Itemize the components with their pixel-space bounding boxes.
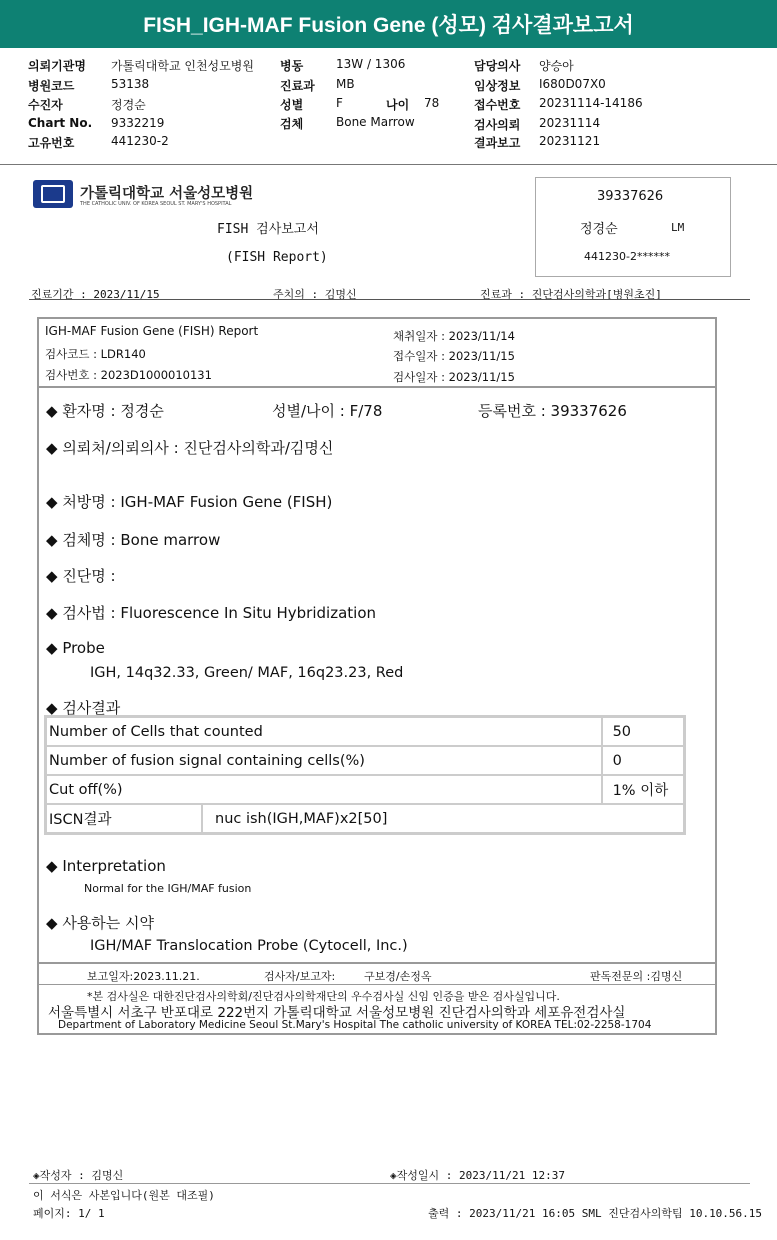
- report-footer-divider-2: [38, 984, 716, 985]
- copy-note: 이 서식은 사본입니다(원본 대조필): [33, 1189, 215, 1202]
- hospital-name: 가톨릭대학교 서울성모병원: [80, 186, 254, 202]
- reagent-heading: [46, 912, 154, 933]
- value-request-date: 20231114: [539, 116, 601, 130]
- diagnosis-text: 진단명 :: [62, 567, 116, 585]
- diamond-bullet-icon: ◆: [46, 493, 63, 511]
- registration-no: 등록번호 : 39337626: [478, 402, 627, 420]
- label-sex: 성별: [280, 98, 304, 112]
- id-box-masked-id: 441230-2******: [584, 250, 670, 263]
- probe-heading: [46, 639, 105, 657]
- hospital-logo-icon: [33, 180, 73, 208]
- test-date: 검사일자 : 2023/11/15: [393, 370, 515, 384]
- result-label-cell: Number of fusion signal containing cells(%): [46, 746, 602, 775]
- label-ward: 병동: [280, 59, 304, 73]
- result-value-cell: 0: [602, 746, 685, 775]
- result-label: 검사결과: [62, 699, 121, 717]
- label-age: 나이: [386, 98, 410, 112]
- iscn-label-cell: ISCN결과: [46, 804, 203, 834]
- diamond-bullet-icon: ◆: [46, 639, 63, 657]
- value-department: MB: [336, 77, 355, 91]
- id-box-name: 정경순: [580, 222, 618, 237]
- diamond-bullet-icon: ◆: [46, 439, 63, 457]
- report-header-title: IGH-MAF Fusion Gene (FISH) Report: [45, 324, 259, 338]
- diamond-bullet-icon: ◆: [46, 699, 63, 717]
- page-footer-divider: [29, 1183, 750, 1184]
- value-chart-no: 9332219: [111, 116, 165, 130]
- written-at: ◈작성일시 : 2023/11/21 12:37: [390, 1169, 565, 1182]
- visit-date: 진료기간 : 2023/11/15: [31, 288, 160, 301]
- interpretation-value: Normal for the IGH/MAF fusion: [84, 882, 252, 895]
- attending-doctor: 주치의 : 김명신: [273, 288, 357, 301]
- report-date: 보고일자:2023.11.21.: [87, 970, 200, 983]
- test-method: [46, 602, 376, 623]
- label-institution: 의뢰기관명: [28, 59, 86, 73]
- requester-text: 의뢰처/의뢰의사 : 진단검사의학과/김명신: [62, 439, 334, 457]
- diamond-bullet-icon: ◆: [46, 531, 63, 549]
- result-value-cell: 1% 이하: [602, 775, 685, 804]
- table-row: [46, 775, 685, 804]
- label-department: 진료과: [280, 79, 315, 93]
- value-institution: 가톨릭대학교 인천성모병원: [111, 59, 254, 73]
- probe-label: Probe: [62, 639, 105, 657]
- label-doctor: 담당의사: [474, 59, 521, 73]
- diamond-bullet-icon: ◆: [46, 857, 63, 875]
- reagent-label: 사용하는 시약: [62, 914, 155, 932]
- id-box-reg-no: 39337626: [597, 189, 664, 204]
- label-chart-no: Chart No.: [28, 116, 93, 130]
- table-row: [46, 746, 685, 775]
- order-name: [46, 491, 332, 512]
- printed-info: 출력 : 2023/11/21 16:05 SML 진단검사의학팀 10.10.56.15: [428, 1207, 763, 1220]
- diamond-bullet-icon: ◆: [46, 914, 63, 932]
- test-number: 검사번호 : 2023D1000010131: [45, 368, 212, 382]
- diamond-bullet-icon: ◆: [46, 567, 63, 585]
- table-row: [46, 717, 685, 747]
- report-title-en: (FISH Report): [226, 250, 328, 265]
- diamond-bullet-icon: ◆: [46, 402, 63, 420]
- value-result-date: 20231121: [539, 134, 601, 148]
- id-box-code: LM: [671, 221, 685, 234]
- label-clinical-info: 임상정보: [474, 79, 521, 93]
- sex-age: 성별/나이 : F/78: [272, 402, 383, 420]
- value-ward: 13W / 1306: [336, 57, 406, 71]
- page-title: FISH_IGH-MAF Fusion Gene (성모) 검사결과보고서: [0, 0, 777, 48]
- interpretation-heading: [46, 857, 166, 875]
- visit-divider: [29, 299, 750, 300]
- label-specimen: 검체: [280, 117, 304, 131]
- table-row: [46, 804, 685, 834]
- result-value-cell: 50: [602, 717, 685, 747]
- diagnosis: [46, 565, 116, 586]
- lab-address-en: Department of Laboratory Medicine Seoul St.Mary's Hospital The catholic university of KOREA TEL:02-2258-1704: [58, 1019, 652, 1031]
- patient-name: [46, 400, 164, 421]
- label-result-date: 결과보고: [474, 136, 521, 150]
- order-name-text: 처방명 : IGH-MAF Fusion Gene (FISH): [62, 493, 333, 511]
- label-unique-no: 고유번호: [28, 136, 75, 150]
- results-table: [44, 715, 686, 835]
- specimen-name: [46, 529, 220, 550]
- specimen-name-text: 검체명 : Bone marrow: [62, 531, 221, 549]
- value-sex: F: [336, 96, 343, 110]
- value-patient: 정경순: [111, 98, 146, 112]
- collect-date: 채취일자 : 2023/11/14: [393, 329, 515, 343]
- report-title: FISH 검사보고서: [217, 222, 319, 237]
- reporter-value: 구보경/손정옥: [364, 970, 432, 983]
- test-method-text: 검사법 : Fluorescence In Situ Hybridization: [62, 604, 377, 622]
- receive-date: 접수일자 : 2023/11/15: [393, 349, 515, 363]
- label-hospital-code: 병원코드: [28, 79, 75, 93]
- certification-note: *본 검사실은 대한진단검사의학회/진단검사의학재단의 우수검사실 신임 인증을 받은 검사실입니다.: [87, 990, 560, 1003]
- author: ◈작성자 : 김명신: [33, 1169, 124, 1182]
- value-receipt-no: 20231114-14186: [539, 96, 643, 110]
- report-footer-divider: [38, 962, 716, 964]
- hospital-name-en: THE CATHOLIC UNIV. OF KOREA SEOUL ST. MARY'S HOSPITAL: [80, 201, 232, 207]
- lab-address: 서울특별시 서초구 반포대로 222번지 가톨릭대학교 서울성모병원 진단검사의학과 세포유전검사실: [48, 1005, 626, 1021]
- value-age: 78: [424, 96, 440, 110]
- patient-name-text: 환자명 : 정경순: [62, 402, 164, 420]
- test-code: 검사코드 : LDR140: [45, 347, 146, 361]
- reporter-label: 검사자/보고자:: [264, 970, 336, 983]
- value-specimen: Bone Marrow: [336, 115, 415, 129]
- diamond-bullet-icon: ◆: [46, 604, 63, 622]
- header-divider: [0, 164, 777, 165]
- value-hospital-code: 53138: [111, 77, 150, 91]
- reagent-value: IGH/MAF Translocation Probe (Cytocell, Inc.): [90, 938, 408, 954]
- report-header-divider: [38, 386, 716, 388]
- label-request-date: 검사의뢰: [474, 118, 521, 132]
- label-receipt-no: 접수번호: [474, 98, 521, 112]
- value-clinical-info: I680D07X0: [539, 77, 606, 91]
- label-patient: 수진자: [28, 98, 63, 112]
- interpretation-label: Interpretation: [62, 857, 166, 875]
- specialist: 판독전문의 :김명신: [590, 970, 683, 983]
- page-number: 페이지: 1/ 1: [33, 1207, 105, 1220]
- probe-value: IGH, 14q32.33, Green/ MAF, 16q23.23, Red: [90, 665, 404, 681]
- value-unique-no: 441230-2: [111, 134, 169, 148]
- visit-department: 진료과 : 진단검사의학과[병원초진]: [480, 288, 662, 301]
- result-label-cell: Cut off(%): [46, 775, 602, 804]
- value-doctor: 양승아: [539, 59, 574, 73]
- requester: [46, 437, 333, 458]
- result-label-cell: Number of Cells that counted: [46, 717, 602, 747]
- iscn-value-cell: nuc ish(IGH,MAF)x2[50]: [202, 804, 685, 834]
